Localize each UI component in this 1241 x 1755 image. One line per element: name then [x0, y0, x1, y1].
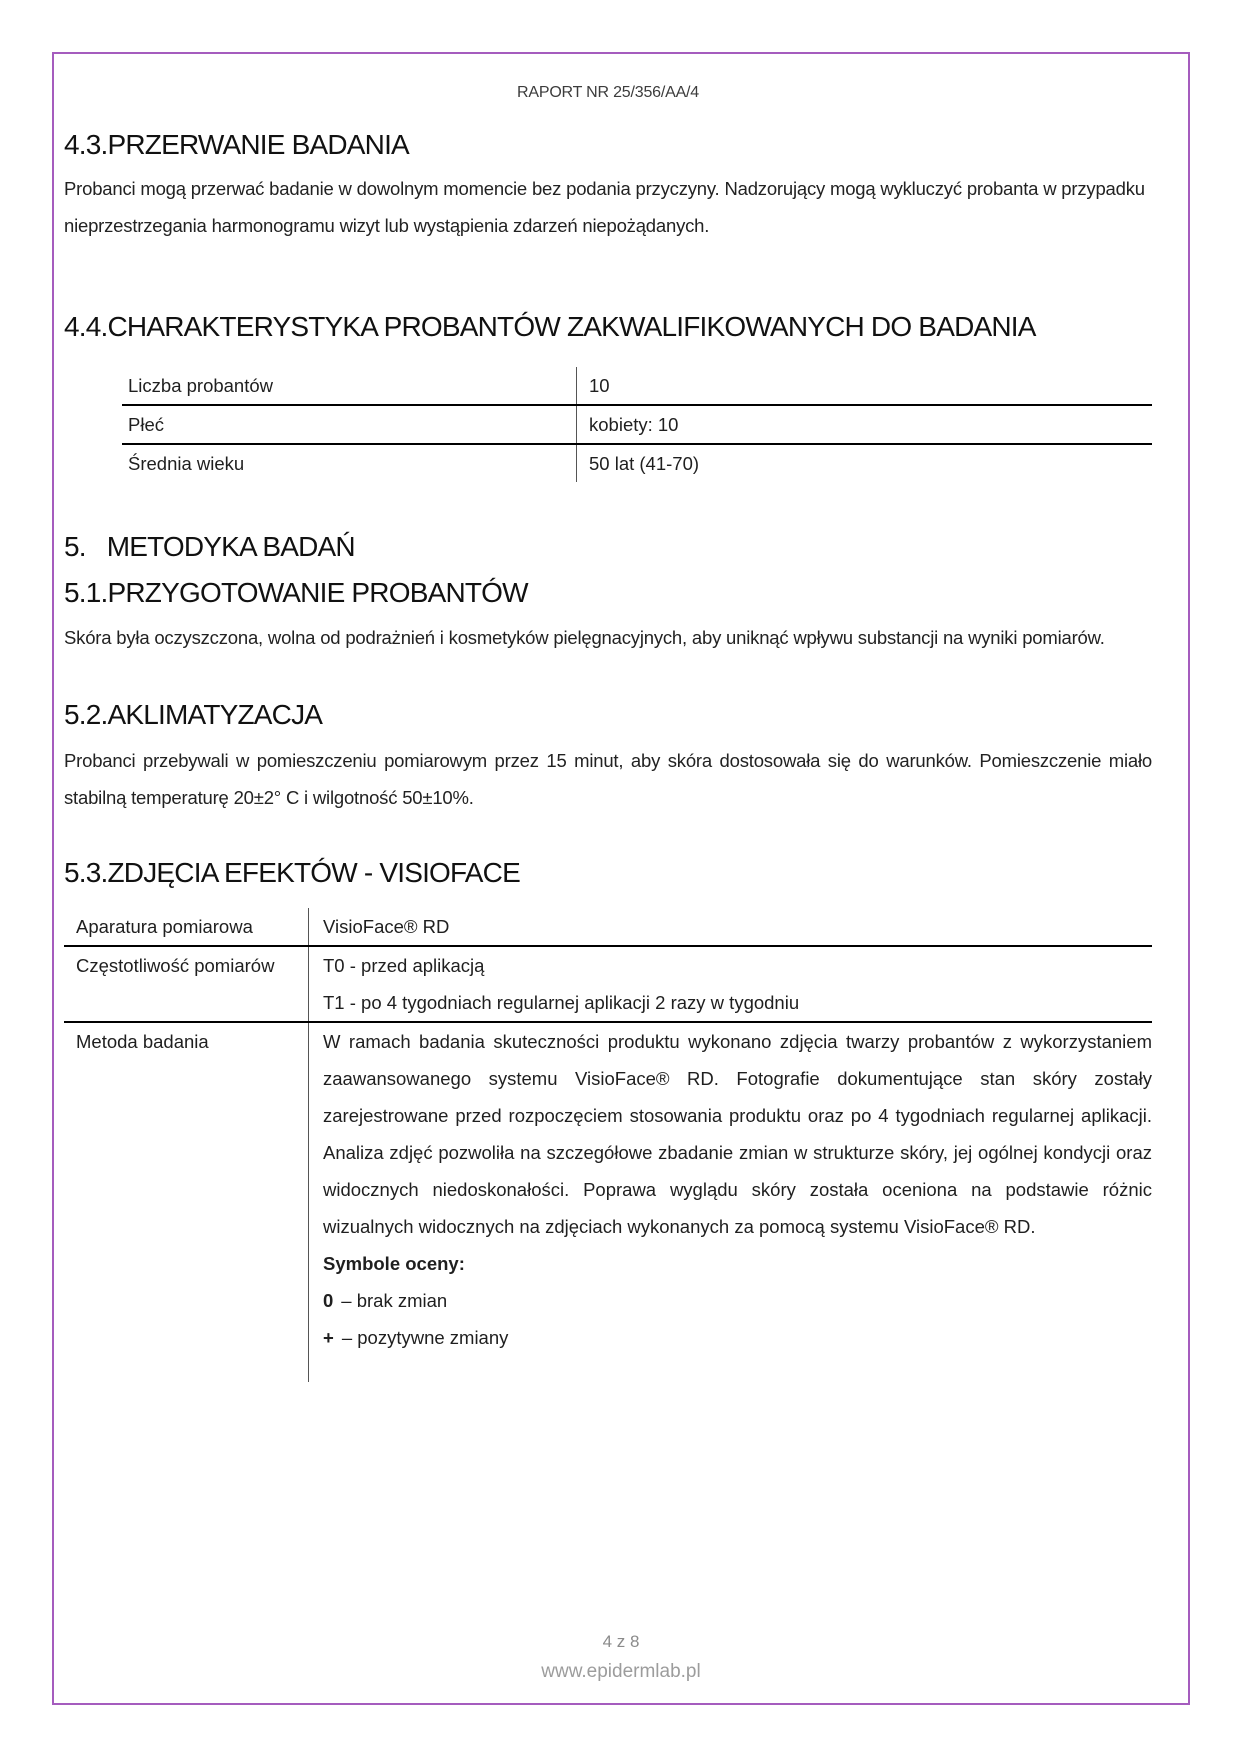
- page-border: [52, 52, 1190, 1705]
- symbol-value: 0: [323, 1289, 334, 1311]
- section-4-4-heading: 4.4.CHARAKTERYSTYKA PROBANTÓW ZAKWALIFIKOWANYCH DO BADANIA: [64, 310, 1036, 342]
- symbol-description: – pozytywne zmiany: [341, 1326, 509, 1348]
- row-value: [308, 908, 1152, 945]
- value-line: T0 - przed aplikacją: [323, 954, 485, 976]
- visioface-method-table: [64, 908, 1152, 1382]
- row-value: 50 lat (41-70): [576, 445, 1152, 482]
- footer-page-number: 4 z 8: [602, 1632, 640, 1651]
- table-row: [122, 406, 1152, 445]
- row-label: Metoda badania: [76, 1030, 209, 1052]
- section-4-3-heading: 4.3.PRZERWANIE BADANIA: [64, 129, 409, 160]
- symbol-value: +: [323, 1326, 334, 1348]
- section-5-heading: 5. METODYKA BADAŃ: [64, 531, 355, 563]
- method-description: W ramach badania skuteczności produktu wykonano zdjęcia twarzy probantów z wykorzystaniem zaawansowanego systemu VisioFace® RD. Fotografie dokumentujące stan skóry zostały zarejestrowane przed rozpoczęciem stosowania produktu oraz po 4 tygodniach regularnej aplikacji. Analiza zdjęć pozwoliła na szczegółowe zbadanie zmian w strukturze skóry, jej ogólnej kondycji oraz widocznych niedoskonałości. Poprawa wyglądu skóry została oceniona na podstawie różnic wizualnych widocznych na zdjęciach wykonanych za pomocą systemu VisioFace® RD.: [323, 1030, 1152, 1237]
- page-footer: [54, 1632, 1188, 1683]
- row-value: [308, 947, 1152, 1021]
- footer-website: www.epidermlab.pl: [541, 1661, 701, 1682]
- table-row: [122, 445, 1152, 482]
- report-number-header: RAPORT NR 25/356/AA/4: [517, 84, 699, 101]
- section-5-1-paragraph: Skóra była oczyszczona, wolna od podrażnień i kosmetyków pielęgnacyjnych, aby uniknąć wpływu substancji na wyniki pomiarów.: [64, 627, 1105, 649]
- row-label: Płeć: [128, 414, 164, 436]
- section-4-3-paragraph: Probanci mogą przerwać badanie w dowolnym momencie bez podania przyczyny. Nadzorujący mogą wykluczyć probanta w przypadku nieprzestrzegania harmonogramu wizyt lub wystąpienia zdarzeń niepożądanych.: [64, 177, 1145, 236]
- value-line: VisioFace® RD: [323, 915, 450, 937]
- row-label: Aparatura pomiarowa: [76, 915, 253, 937]
- table-row: [64, 908, 1152, 947]
- section-5-2-paragraph: Probanci przebywali w pomieszczeniu pomiarowym przez 15 minut, aby skóra dostosowała się do warunków. Pomieszczenie miało stabilną temperaturę 20±2° C i wilgotność 50±10%.: [64, 749, 1152, 808]
- row-label: Średnia wieku: [128, 453, 245, 475]
- row-value: [308, 1023, 1152, 1382]
- symbol-legend-item: [323, 1282, 1152, 1319]
- row-value: kobiety: 10: [576, 406, 1152, 443]
- row-label: Liczba probantów: [128, 375, 274, 397]
- symbol-legend-item: [323, 1319, 1152, 1356]
- section-5-1-heading: 5.1.PRZYGOTOWANIE PROBANTÓW: [64, 576, 528, 608]
- table-row: [64, 947, 1152, 1023]
- symbol-description: – brak zmian: [341, 1289, 448, 1311]
- row-value: 10: [576, 367, 1152, 404]
- table-row: [64, 1023, 1152, 1382]
- section-5-2-heading: 5.2.AKLIMATYZACJA: [64, 699, 323, 731]
- value-line: T1 - po 4 tygodniach regularnej aplikacji 2 razy w tygodniu: [323, 991, 800, 1013]
- table-row: [122, 367, 1152, 406]
- symbols-legend-heading: Symbole oceny:: [323, 1252, 465, 1274]
- participants-characteristics-table: [122, 367, 1152, 482]
- row-label: Częstotliwość pomiarów: [76, 954, 275, 976]
- section-5-3-heading: 5.3.ZDJĘCIA EFEKTÓW - VISIOFACE: [64, 856, 520, 888]
